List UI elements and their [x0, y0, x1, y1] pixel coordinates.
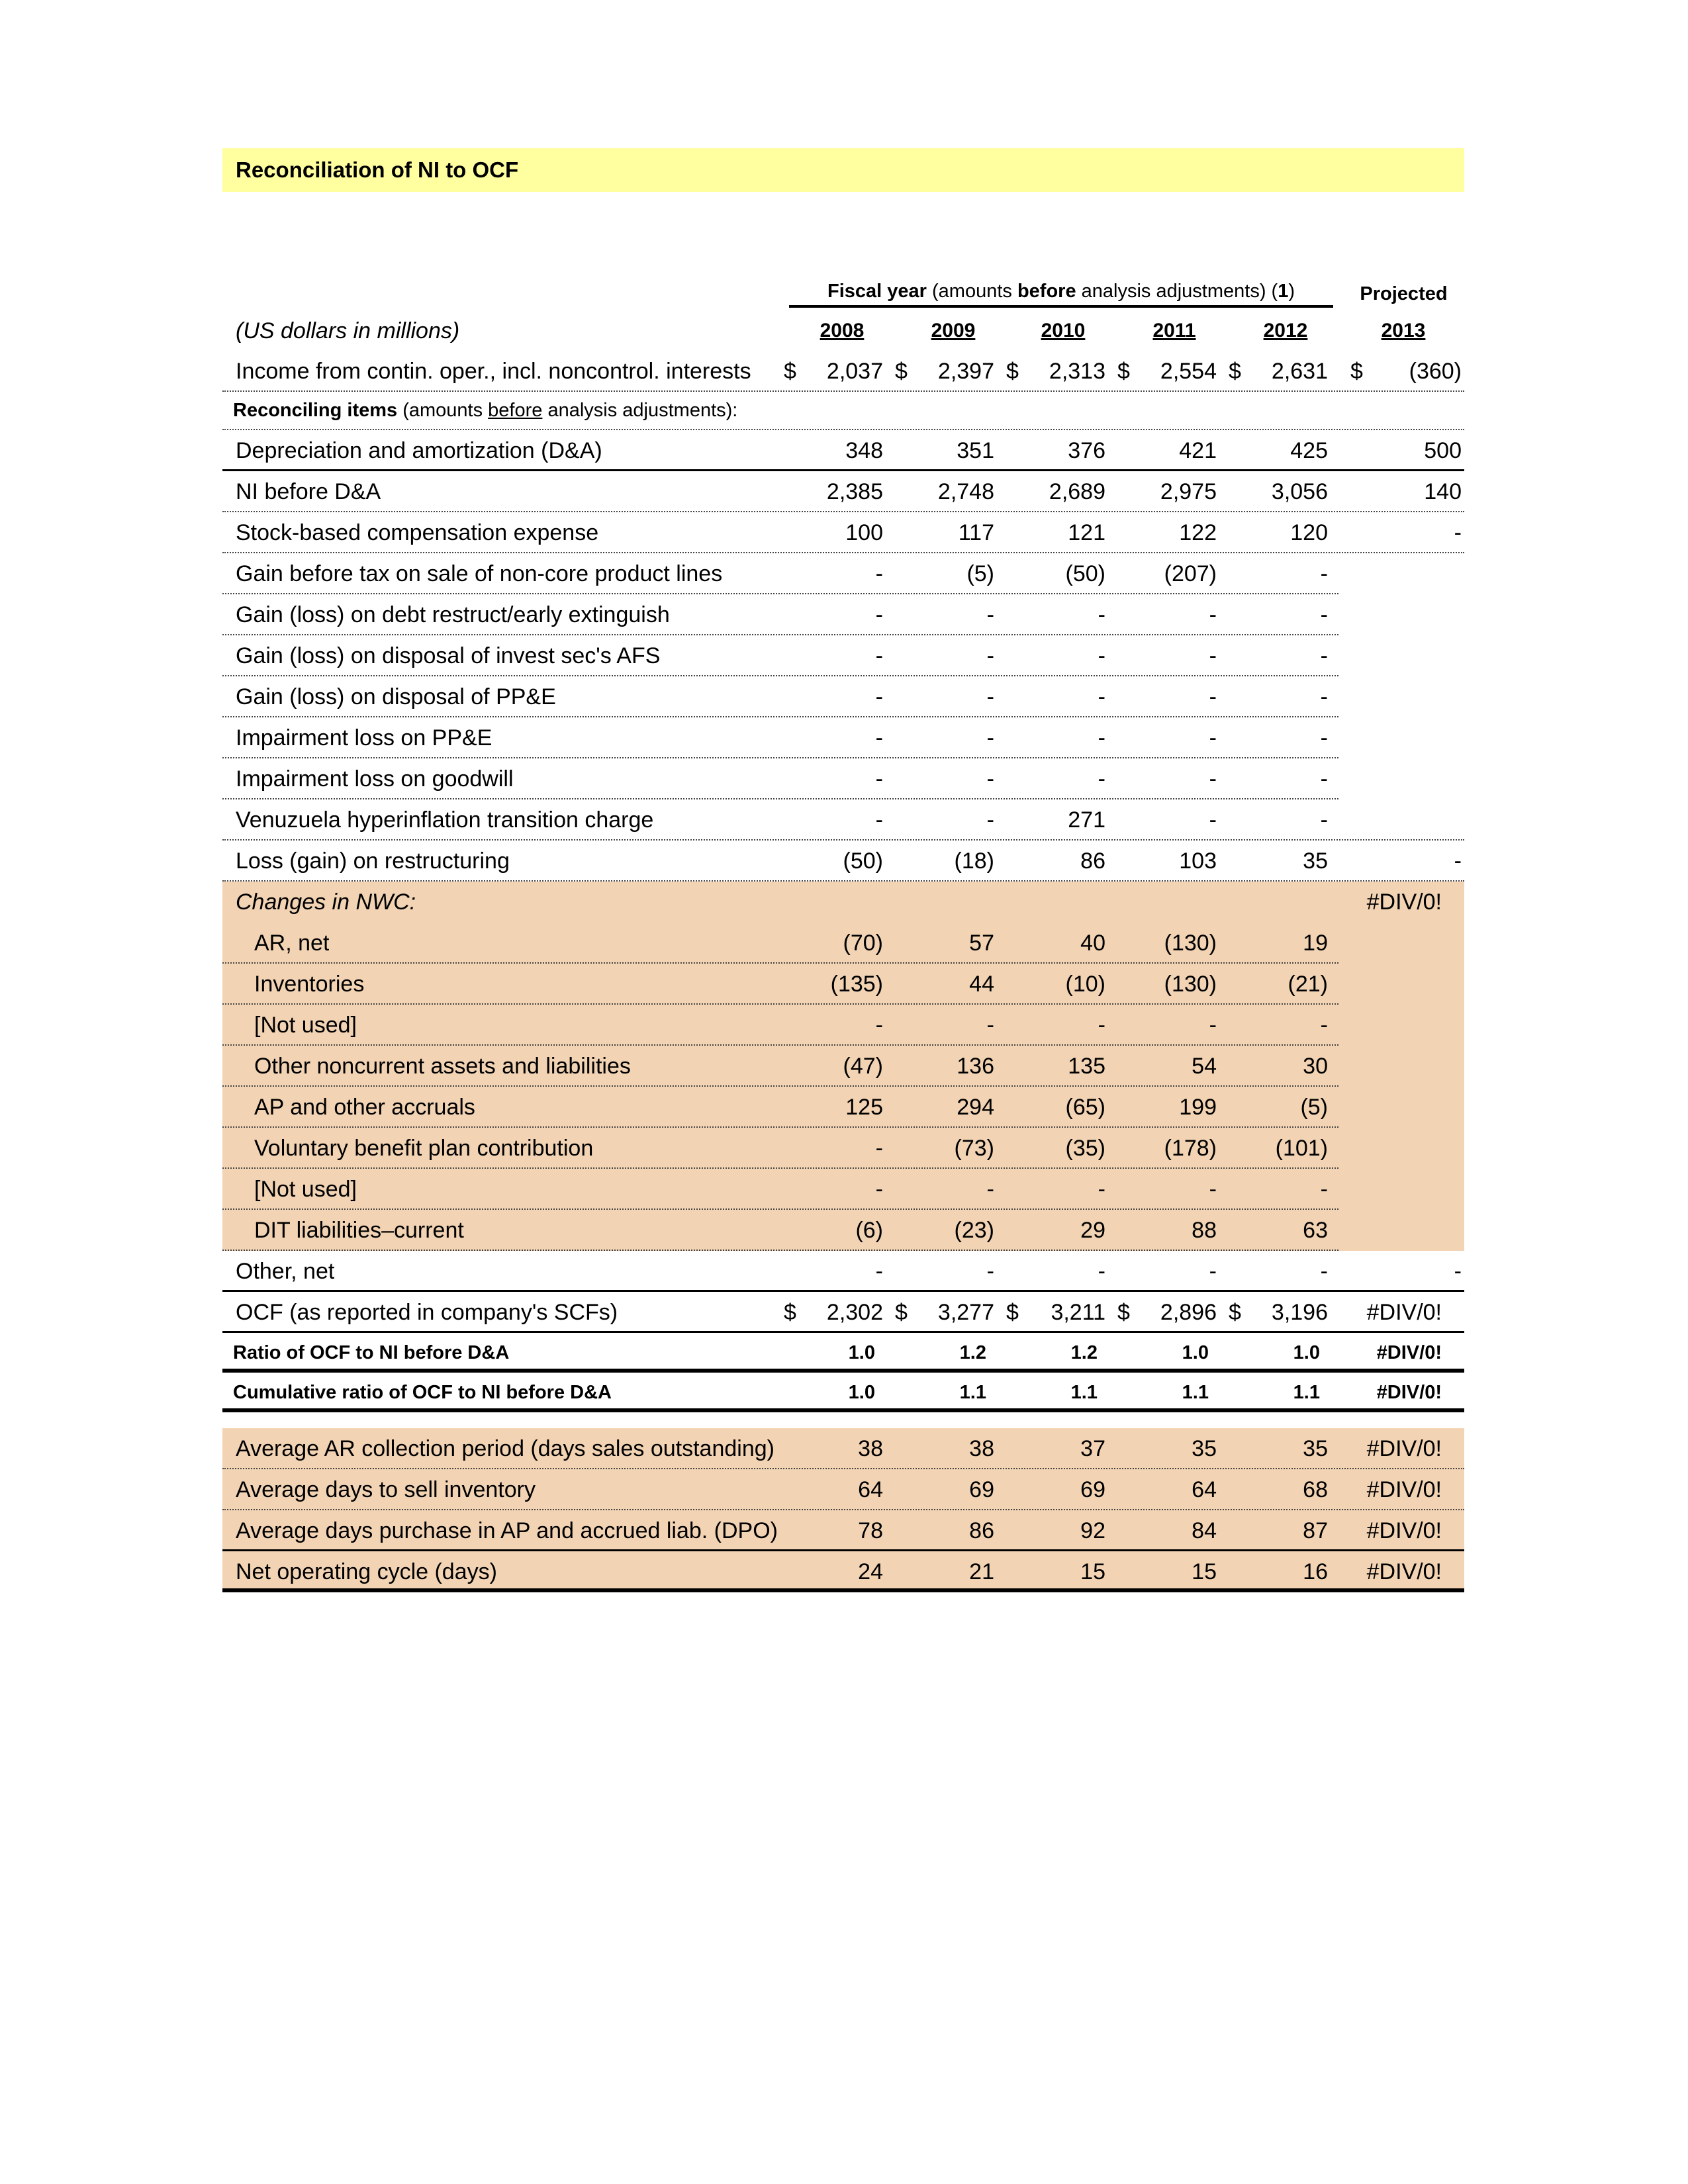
cell-value: (50): [843, 848, 883, 874]
cell-value: -: [1320, 725, 1328, 751]
cell-value: -: [1098, 1177, 1105, 1202]
row-label: Voluntary benefit plan contribution: [254, 1136, 594, 1161]
cell-value: 86: [969, 1518, 994, 1543]
nwc-projected-value: #DIV/0!: [1366, 889, 1442, 915]
currency-symbol: $: [1006, 1300, 1019, 1325]
nwc-row: [222, 923, 1464, 964]
cumulative-ratio-row: [222, 1373, 1464, 1412]
cell-value: #DIV/0!: [1366, 1477, 1442, 1502]
cell-value: 69: [969, 1477, 994, 1502]
cell-value: -: [875, 1013, 883, 1038]
cell-value: (18): [954, 848, 994, 874]
cell-value: -: [1209, 602, 1217, 627]
cell-value: 35: [1303, 848, 1328, 874]
row-label: AP and other accruals: [254, 1095, 475, 1120]
cell-value: 2,896: [1160, 1300, 1217, 1325]
row-label: Cumulative ratio of OCF to NI before D&A: [233, 1382, 612, 1403]
cell-value: (35): [1065, 1136, 1105, 1161]
cell-value: (5): [1300, 1095, 1328, 1120]
cell-value: 84: [1192, 1518, 1217, 1543]
cell-value: -: [1320, 1177, 1328, 1202]
year-header-row: [222, 311, 1464, 351]
cell-value: 100: [845, 520, 883, 545]
cell-value: 1.2: [959, 1342, 986, 1363]
reconciling-row: [222, 430, 1464, 471]
currency-symbol: $: [1117, 359, 1130, 384]
row-label: Impairment loss on PP&E: [236, 725, 492, 751]
cell-value: #DIV/0!: [1366, 1518, 1442, 1543]
cell-value: #DIV/0!: [1366, 1300, 1442, 1325]
cell-value: (178): [1164, 1136, 1217, 1161]
nwc-row: [222, 1169, 1464, 1210]
fiscal-year-caption: Fiscal year (amounts before analysis adjustments) (1): [789, 281, 1333, 308]
cell-value: 35: [1303, 1436, 1328, 1461]
cell-value: -: [875, 684, 883, 709]
cell-value: 57: [969, 931, 994, 956]
currency-symbol: $: [1117, 1300, 1130, 1325]
row-label: [Not used]: [254, 1177, 357, 1202]
cell-value: 1.1: [1070, 1382, 1098, 1403]
cell-value: 2,397: [937, 359, 994, 384]
row-label: Other noncurrent assets and liabilities: [254, 1054, 631, 1079]
cell-value: 1.0: [848, 1342, 875, 1363]
cell-value: (130): [1164, 972, 1217, 997]
cell-value: (50): [1065, 561, 1105, 586]
cell-value: -: [1454, 520, 1462, 545]
cell-value: 376: [1068, 438, 1105, 463]
cell-value: -: [875, 766, 883, 792]
row-label: OCF (as reported in company's SCFs): [236, 1300, 618, 1325]
cell-value: -: [1209, 766, 1217, 792]
section-gap: [222, 1412, 1464, 1428]
cell-value: 351: [957, 438, 994, 463]
currency-symbol: $: [784, 359, 796, 384]
reconciling-row: [222, 594, 1464, 635]
cell-value: 1.2: [1070, 1342, 1098, 1363]
cell-value: -: [875, 1259, 883, 1284]
row-label: Gain (loss) on disposal of PP&E: [236, 684, 556, 709]
cell-value: -: [875, 1177, 883, 1202]
reconciling-row: [222, 841, 1464, 882]
row-label: AR, net: [254, 931, 330, 956]
year-heading: 2013: [1381, 320, 1426, 341]
other-net-row: [222, 1251, 1464, 1292]
cell-value: 1.0: [1293, 1342, 1320, 1363]
row-label: Impairment loss on goodwill: [236, 766, 514, 792]
cell-value: 68: [1303, 1477, 1328, 1502]
currency-symbol: $: [895, 1300, 908, 1325]
cell-value: 64: [858, 1477, 883, 1502]
row-label: Gain (loss) on disposal of invest sec's AFS: [236, 643, 661, 668]
cell-value: 421: [1179, 438, 1217, 463]
cell-value: 1.1: [1293, 1382, 1320, 1403]
cell-value: 117: [958, 520, 994, 545]
reconciling-row: [222, 799, 1464, 841]
days-row: [222, 1551, 1464, 1592]
cell-value: 122: [1179, 520, 1217, 545]
row-label: DIT liabilities–current: [254, 1218, 464, 1243]
fiscal-year-header: [222, 192, 1464, 311]
reconciling-row: [222, 635, 1464, 676]
cell-value: -: [986, 602, 994, 627]
cell-value: 78: [858, 1518, 883, 1543]
cell-value: -: [1209, 807, 1217, 833]
cell-value: (10): [1065, 972, 1105, 997]
cell-value: 2,554: [1160, 359, 1217, 384]
cell-value: 86: [1080, 848, 1105, 874]
cell-value: 29: [1080, 1218, 1105, 1243]
cell-value: 3,211: [1051, 1300, 1105, 1325]
nwc-row: [222, 1128, 1464, 1169]
row-label: Net operating cycle (days): [236, 1559, 497, 1584]
cell-value: -: [1098, 766, 1105, 792]
year-heading: 2008: [820, 320, 865, 341]
cell-value: 19: [1303, 931, 1328, 956]
cell-value: 1.1: [1182, 1382, 1209, 1403]
cell-value: 24: [858, 1559, 883, 1584]
cell-value: -: [1209, 725, 1217, 751]
cell-value: 30: [1303, 1054, 1328, 1079]
cell-value: (207): [1164, 561, 1217, 586]
cell-value: 69: [1080, 1477, 1105, 1502]
cell-value: (360): [1409, 359, 1462, 384]
cell-value: (6): [855, 1218, 883, 1243]
days-row: [222, 1469, 1464, 1510]
sheet-title: Reconciliation of NI to OCF: [222, 148, 1464, 192]
cell-value: 37: [1080, 1436, 1105, 1461]
cell-value: 88: [1192, 1218, 1217, 1243]
cell-value: 21: [969, 1559, 994, 1584]
cell-value: 3,196: [1271, 1300, 1328, 1325]
cell-value: -: [1320, 602, 1328, 627]
year-heading: 2010: [1041, 320, 1086, 341]
cell-value: (5): [966, 561, 994, 586]
row-label: Stock-based compensation expense: [236, 520, 599, 545]
cell-value: #DIV/0!: [1376, 1342, 1442, 1363]
cell-value: 87: [1303, 1518, 1328, 1543]
reconciling-row: [222, 758, 1464, 799]
cell-value: #DIV/0!: [1376, 1382, 1442, 1403]
cell-value: 35: [1192, 1436, 1217, 1461]
cell-value: 15: [1080, 1559, 1105, 1584]
row-label: Gain before tax on sale of non-core product lines: [236, 561, 723, 586]
reconciliation-sheet: [222, 148, 1464, 1592]
currency-symbol: $: [1350, 359, 1363, 384]
currency-symbol: $: [1229, 1300, 1241, 1325]
cell-value: -: [875, 1136, 883, 1161]
cell-value: 348: [845, 438, 883, 463]
income-row: [222, 351, 1464, 392]
cell-value: -: [1320, 561, 1328, 586]
cell-value: 2,631: [1271, 359, 1328, 384]
cell-value: -: [986, 1013, 994, 1038]
cell-value: -: [1320, 807, 1328, 833]
cell-value: (21): [1288, 972, 1328, 997]
cell-value: -: [986, 684, 994, 709]
cell-value: -: [1209, 643, 1217, 668]
units-label: (US dollars in millions): [236, 318, 460, 343]
cell-value: 3,056: [1271, 479, 1328, 504]
cell-value: -: [1320, 643, 1328, 668]
row-label: Other, net: [236, 1259, 335, 1284]
reconciling-row: [222, 676, 1464, 717]
cell-value: (73): [954, 1136, 994, 1161]
row-label: Inventories: [254, 972, 365, 997]
reconciling-row: [222, 471, 1464, 512]
cell-value: 38: [858, 1436, 883, 1461]
row-label: Loss (gain) on restructuring: [236, 848, 510, 874]
row-label: Changes in NWC:: [236, 889, 416, 915]
cell-value: 44: [969, 972, 994, 997]
cell-value: 294: [957, 1095, 994, 1120]
row-label: Average AR collection period (days sales outstanding): [236, 1436, 774, 1461]
cell-value: -: [1320, 1259, 1328, 1284]
row-label: Average days to sell inventory: [236, 1477, 536, 1502]
cell-value: (135): [830, 972, 883, 997]
cell-value: -: [1209, 1013, 1217, 1038]
days-row: [222, 1428, 1464, 1469]
ratio-row: [222, 1333, 1464, 1373]
cell-value: 2,037: [826, 359, 883, 384]
cell-value: -: [875, 561, 883, 586]
cell-value: 2,385: [826, 479, 883, 504]
cell-value: 199: [1179, 1095, 1217, 1120]
cell-value: -: [1320, 1013, 1328, 1038]
cell-value: 2,748: [937, 479, 994, 504]
reconciling-header: [222, 392, 1464, 430]
row-label: Ratio of OCF to NI before D&A: [233, 1342, 510, 1363]
cell-value: -: [1454, 848, 1462, 874]
cell-value: -: [1320, 684, 1328, 709]
cell-value: (47): [843, 1054, 883, 1079]
cell-value: 1.0: [848, 1382, 875, 1403]
row-label: [Not used]: [254, 1013, 357, 1038]
cell-value: (23): [954, 1218, 994, 1243]
currency-symbol: $: [895, 359, 908, 384]
nwc-row: [222, 1046, 1464, 1087]
cell-value: 2,975: [1160, 479, 1217, 504]
year-heading: 2011: [1152, 320, 1196, 341]
cell-value: 125: [845, 1095, 883, 1120]
cell-value: 3,277: [937, 1300, 994, 1325]
cell-value: #DIV/0!: [1366, 1436, 1442, 1461]
cell-value: 103: [1179, 848, 1217, 874]
cell-value: -: [986, 1259, 994, 1284]
reconciling-label: Reconciling items (amounts before analysis adjustments):: [233, 400, 738, 421]
cell-value: 38: [969, 1436, 994, 1461]
cell-value: -: [1209, 684, 1217, 709]
cell-value: -: [1209, 1259, 1217, 1284]
cell-value: 15: [1192, 1559, 1217, 1584]
nwc-row: [222, 1005, 1464, 1046]
cell-value: 40: [1080, 931, 1105, 956]
row-label: NI before D&A: [236, 479, 381, 504]
cell-value: 500: [1424, 438, 1462, 463]
cell-value: -: [1098, 1259, 1105, 1284]
cell-value: 1.0: [1182, 1342, 1209, 1363]
cell-value: 1.1: [959, 1382, 986, 1403]
reconciling-row: [222, 553, 1464, 594]
cell-value: 120: [1290, 520, 1328, 545]
cell-value: 16: [1303, 1559, 1328, 1584]
cell-value: 54: [1192, 1054, 1217, 1079]
cell-value: 92: [1080, 1518, 1105, 1543]
reconciling-row: [222, 512, 1464, 553]
cell-value: -: [1098, 684, 1105, 709]
cell-value: -: [875, 602, 883, 627]
reconciliation-table: [222, 311, 1464, 1592]
nwc-row: [222, 1087, 1464, 1128]
cell-value: 140: [1424, 479, 1462, 504]
row-label: Average days purchase in AP and accrued liab. (DPO): [236, 1518, 778, 1543]
cell-value: -: [986, 1177, 994, 1202]
year-heading: 2009: [931, 320, 976, 341]
cell-value: -: [875, 643, 883, 668]
cell-value: #DIV/0!: [1366, 1559, 1442, 1584]
cell-value: 121: [1068, 520, 1105, 545]
cell-value: 425: [1290, 438, 1328, 463]
cell-value: (70): [843, 931, 883, 956]
nwc-header-row: [222, 882, 1464, 923]
nwc-row: [222, 1210, 1464, 1251]
cell-value: 135: [1068, 1054, 1105, 1079]
cell-value: -: [875, 725, 883, 751]
cell-value: 2,689: [1049, 479, 1105, 504]
cell-value: -: [1098, 725, 1105, 751]
days-row: [222, 1510, 1464, 1551]
cell-value: -: [986, 807, 994, 833]
cell-value: 271: [1068, 807, 1105, 833]
cell-value: -: [1098, 602, 1105, 627]
currency-symbol: $: [784, 1300, 796, 1325]
year-heading: 2012: [1263, 320, 1308, 341]
currency-symbol: $: [1229, 359, 1241, 384]
reconciling-row: [222, 717, 1464, 758]
cell-value: -: [1320, 766, 1328, 792]
cell-value: -: [986, 766, 994, 792]
cell-value: -: [986, 725, 994, 751]
nwc-row: [222, 964, 1464, 1005]
ocf-row: [222, 1292, 1464, 1333]
cell-value: 64: [1192, 1477, 1217, 1502]
row-label: Gain (loss) on debt restruct/early extinguish: [236, 602, 670, 627]
cell-value: -: [1454, 1259, 1462, 1284]
cell-value: -: [1098, 1013, 1105, 1038]
cell-value: (101): [1275, 1136, 1328, 1161]
cell-value: 63: [1303, 1218, 1328, 1243]
cell-value: (65): [1065, 1095, 1105, 1120]
cell-value: -: [986, 643, 994, 668]
cell-value: -: [1098, 643, 1105, 668]
row-label: Depreciation and amortization (D&A): [236, 438, 602, 463]
currency-symbol: $: [1006, 359, 1019, 384]
cell-value: (130): [1164, 931, 1217, 956]
cell-value: -: [875, 807, 883, 833]
row-label: Venuzuela hyperinflation transition charge: [236, 807, 654, 833]
cell-value: 2,302: [826, 1300, 883, 1325]
cell-value: 136: [957, 1054, 994, 1079]
projected-heading: Projected: [1360, 283, 1448, 304]
cell-value: -: [1209, 1177, 1217, 1202]
row-label: Income from contin. oper., incl. noncontrol. interests: [236, 359, 751, 384]
cell-value: 2,313: [1049, 359, 1105, 384]
